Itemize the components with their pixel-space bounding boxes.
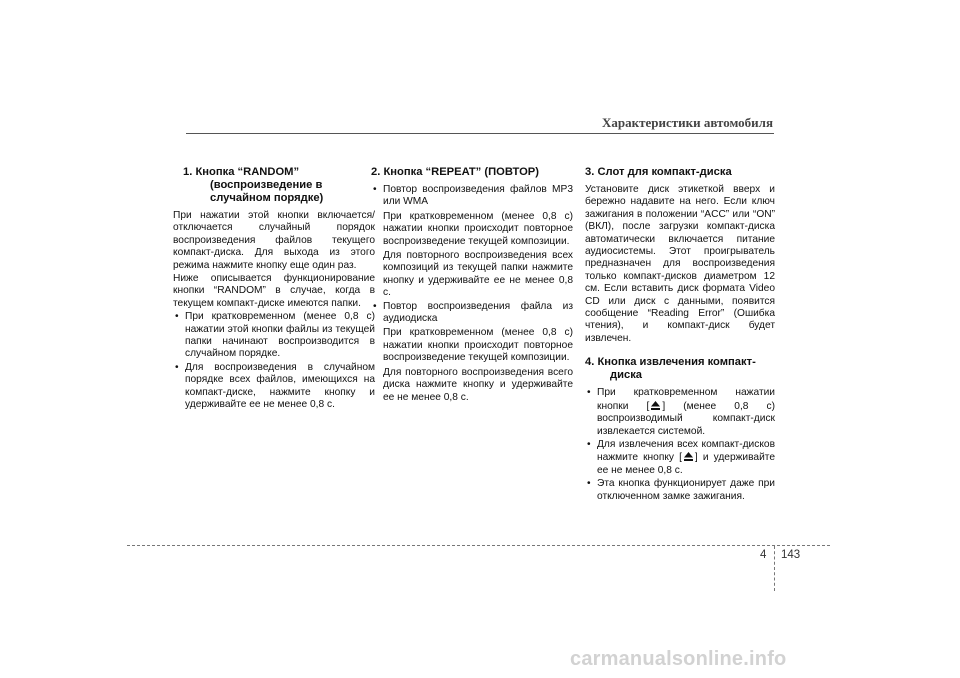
eject-bullet-2	[585, 439, 775, 477]
repeat-bullet-mp3	[371, 184, 573, 300]
cd-slot-paragraph: Установите диск этикеткой вверх и бережно надавите на него. Если ключ зажигания в положении “ACC” или “ON” (ВКЛ), после загрузки компакт-диска автоматически включается питание аудиосистемы. Этот проигрыватель предназначен для воспроизведения только компакт-дисков диаметром 12 см. Если вставить диск формата Video CD или диск с данными, появится сообщение “Reading Error” (Ошибка чтения), и компакт-диск будет извлечен.	[585, 184, 775, 344]
page-header-title: Характеристики автомобиля	[601, 115, 773, 130]
header-rule	[186, 133, 774, 134]
repeat-audio-long-press: Для повторного воспроизведения всего диска нажмите кнопку и удерживайте ее не менее 0,8 с.	[383, 366, 573, 403]
random-bullet-list	[173, 311, 375, 411]
random-bullet-1: • При кратковременном (менее 0,8 с) нажатии этой кнопки файлы из текущей папки начинают воспроизводится в случайном порядке.	[173, 311, 375, 361]
repeat-bullet-audio	[371, 301, 573, 404]
watermark: carmanualsonline.info	[570, 648, 787, 670]
eject-bullet-3: • Эта кнопка функционирует даже при отключенном замке зажигания.	[585, 478, 775, 503]
column-repeat	[371, 166, 573, 405]
cd-slot-heading: 3. Слот для компакт-диска	[585, 166, 732, 178]
eject-heading-line1: 4. Кнопка извлечения компакт-	[585, 356, 756, 369]
repeat-audio-short-press: При кратковременном (менее 0,8 с) нажатии кнопки происходит повторное воспроизведение текущей композиции.	[383, 327, 573, 364]
eject-icon	[683, 451, 694, 462]
random-heading	[173, 166, 375, 205]
repeat-mp3-short-press: При кратковременном (менее 0,8 с) нажатии кнопки происходит повторное воспроизведение текущей композиции.	[383, 210, 573, 247]
random-paragraph-2: Ниже описывается функционирование кнопки “RANDOM” в случае, когда в текущем компакт-диске имеются папки.	[173, 273, 375, 309]
eject-bullet-2-pre: Для извлечения всех компакт-дисков нажмите кнопку [	[597, 438, 775, 464]
random-paragraph-1: При нажатии этой кнопки включается/отключается случайный порядок воспроизведения файлов текущего компакт-диска. Для выхода из этого режима нажмите кнопку еще один раз.	[173, 210, 375, 271]
eject-bullet-2-post: ] и удерживайте ее не менее 0,8 с.	[597, 452, 775, 476]
footer-rule	[127, 545, 830, 546]
eject-bullet-1	[585, 387, 775, 438]
random-heading-line2: (воспроизведение в	[210, 179, 323, 191]
column-cd-slot-eject	[585, 166, 775, 504]
repeat-mp3-title: Повтор воспроизведения файлов MP3 или WMA	[383, 184, 573, 208]
random-heading-line1: 1. Кнопка “RANDOM”	[183, 166, 300, 178]
eject-bullet-list	[585, 387, 775, 503]
random-heading-line3: случайном порядке)	[210, 192, 324, 204]
page-number: 143	[781, 549, 801, 561]
repeat-heading: 2. Кнопка “REPEAT” (ПОВТОР)	[371, 166, 539, 178]
eject-bullet-1-pre: При кратковременном нажатии кнопки [	[597, 387, 775, 412]
eject-bullet-1-post: ] (менее 0,8 с) воспроизводимый компакт-диск извлекается системой.	[597, 400, 775, 437]
random-bullet-2: • Для воспроизведения в случайном порядке всех файлов, имеющихся на компакт-диске, нажмите кнопку и удерживайте ее не менее 0,8 с.	[173, 362, 375, 412]
repeat-mp3-long-press: Для повторного воспроизведения всех композиций из текущей папки нажмите кнопку и удерживайте ее не менее 0,8 с.	[383, 250, 573, 299]
repeat-bullet-list	[371, 184, 573, 404]
chapter-number: 4	[760, 549, 767, 561]
repeat-audio-title: Повтор воспроизведения файла из аудиодиска	[383, 300, 573, 325]
column-random	[173, 166, 375, 413]
footer-divider	[774, 546, 775, 591]
eject-heading	[585, 356, 775, 382]
eject-icon	[650, 400, 661, 411]
eject-heading-line2: диска	[610, 369, 643, 382]
